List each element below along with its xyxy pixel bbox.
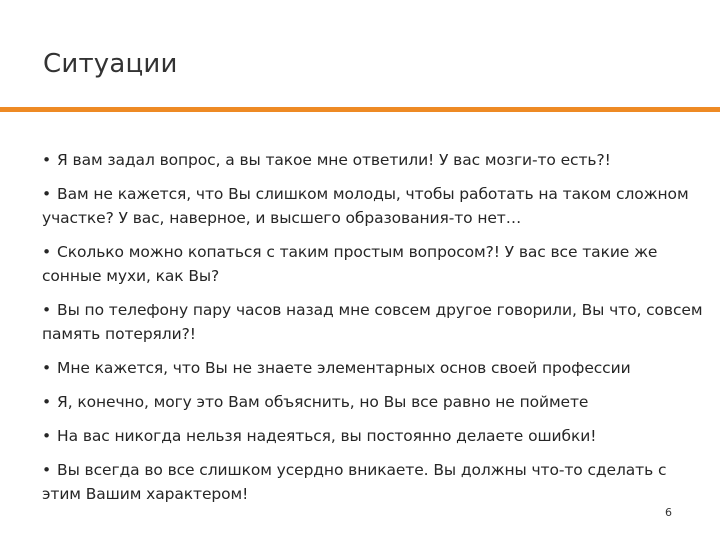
bullet-item (42, 298, 704, 346)
page-number: 6 (665, 506, 672, 519)
bullet-text: Мне кажется, что Вы не знаете элементарных основ своей профессии (57, 359, 631, 377)
bullet-item (42, 182, 704, 230)
bullet-item (42, 390, 704, 414)
bullet-marker: • (42, 359, 52, 377)
bullet-item (42, 424, 704, 448)
bullet-text: Я вам задал вопрос, а вы такое мне ответили! У вас мозги-то есть?! (57, 151, 611, 169)
bullet-marker: • (42, 461, 52, 479)
bullet-marker: • (42, 185, 52, 203)
bullet-text: Я, конечно, могу это Вам объяснить, но Вы все равно не поймете (57, 393, 589, 411)
bullet-text: Вам не кажется, что Вы слишком молоды, чтобы работать на таком сложном участке? У вас, наверное, и высшего образования-то нет… (42, 185, 689, 227)
bullet-text: Сколько можно копаться с таким простым вопросом?! У вас все такие же сонные мухи, как Вы? (42, 243, 658, 285)
bullet-item (42, 356, 704, 380)
bullet-item (42, 240, 704, 288)
bullet-marker: • (42, 427, 52, 445)
bullet-text: На вас никогда нельзя надеяться, вы постоянно делаете ошибки! (57, 427, 597, 445)
bullet-marker: • (42, 393, 52, 411)
bullet-marker: • (42, 301, 52, 319)
bullet-text: Вы по телефону пару часов назад мне совсем другое говорили, Вы что, совсем память потеряли?! (42, 301, 703, 343)
slide-title: Ситуации (43, 49, 178, 79)
bullet-list (42, 148, 704, 516)
bullet-text: Вы всегда во все слишком усердно вникаете. Вы должны что-то сделать с этим Вашим характером! (42, 461, 667, 503)
bullet-item (42, 148, 704, 172)
bullet-item (42, 458, 704, 506)
bullet-marker: • (42, 243, 52, 261)
title-divider (0, 107, 720, 112)
bullet-marker: • (42, 151, 52, 169)
